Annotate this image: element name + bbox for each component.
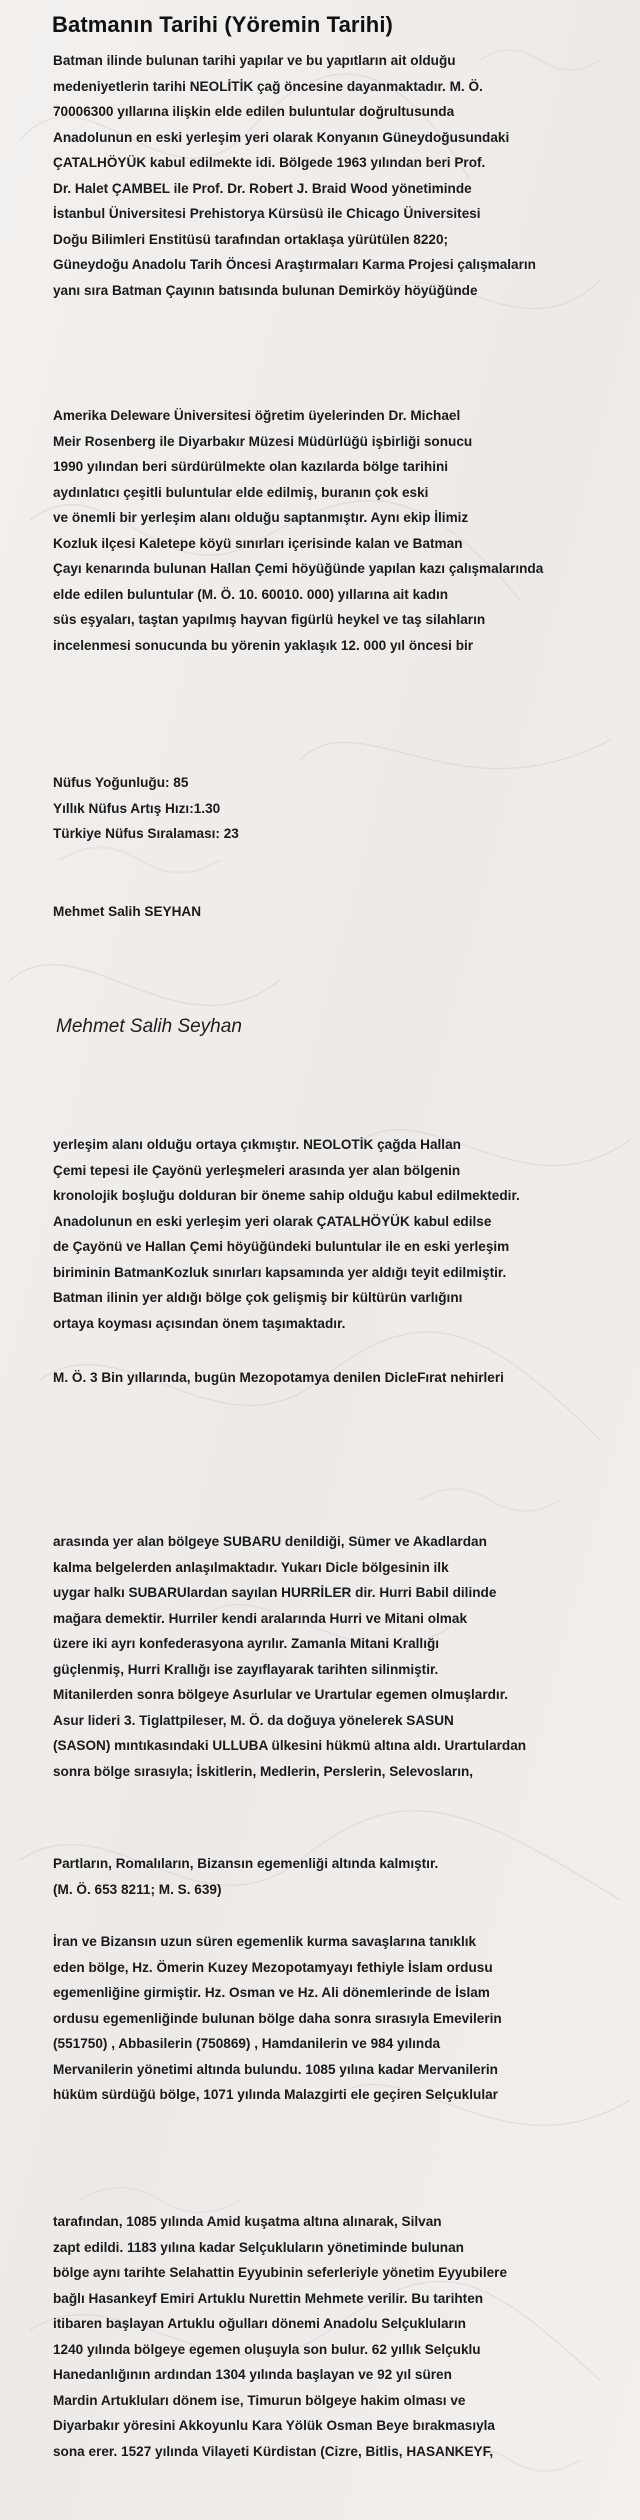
text-line: yanı sıra Batman Çayının batısında bulunan Demirköy höyüğünde xyxy=(53,282,478,298)
text-line: kalma belgelerden anlaşılmaktadır. Yukarı Dicle bölgesinin ilk xyxy=(53,1559,449,1575)
text-line: mağara demektir. Hurriler kendi aralarında Hurri ve Mitani olmak xyxy=(53,1610,468,1626)
text-line: Diyarbakır yöresini Akkoyunlu Kara Yölük Osman Beye bırakmasıyla xyxy=(53,2418,495,2433)
text-line: Anadolunun en eski yerleşim yeri olarak ÇATALHÖYÜK kabul edilse xyxy=(53,1213,492,1229)
text-line: hüküm sürdüğü bölge, 1071 yılında Malazgirti ele geçiren Selçuklular xyxy=(53,2087,498,2102)
text-line: M. Ö. 3 Bin yıllarında, bugün Mezopotamya denilen DicleFırat nehirleri xyxy=(53,1370,504,1385)
population-rank: Türkiye Nüfus Sıralaması: 23 xyxy=(53,826,239,841)
text-line: kronolojik boşluğu dolduran bir öneme sahip olduğu kabul edilmektedir. xyxy=(53,1188,520,1203)
text-line: medeniyetlerin tarihi NEOLİTİK çağ öncesine dayanmaktadır. M. Ö. xyxy=(53,78,483,94)
text-line: uygar halkı SUBARUlardan sayılan HURRİLER dir. Hurri Babil dilinde xyxy=(53,1585,497,1600)
text-line: egemenliğine girmiştir. Hz. Osman ve Hz. Ali dönemlerinde de İslam xyxy=(53,1985,490,2000)
text-line: de Çayönü ve Hallan Çemi höyüğündeki buluntular ile en eski yerleşim xyxy=(53,1239,510,1254)
text-line: ÇATALHÖYÜK kabul edilmekte idi. Bölgede 1963 yılından beri Prof. xyxy=(53,155,486,170)
text-line: elde edilen buluntular (M. Ö. 10. 60010. 000) yıllarına ait kadın xyxy=(53,586,449,602)
text-line: ve önemli bir yerleşim alanı olduğu saptanmıştır. Aynı ekip İlimiz xyxy=(53,510,469,525)
text-line: İstanbul Üniversitesi Prehistorya Kürsüsü ile Chicago Üniversitesi xyxy=(53,206,481,221)
text-line: İran ve Bizansın uzun süren egemenlik kurma savaşlarına tanıklık xyxy=(53,1934,477,1949)
paragraph-mesopotamia xyxy=(53,1365,638,1391)
population-stats xyxy=(53,770,638,847)
text-line: eden bölge, Hz. Ömerin Kuzey Mezopotamyayı fethiyle İslam ordusu xyxy=(53,1959,493,1975)
text-line: Asur lideri 3. Tiglattpileser, M. Ö. da doğuya yönelerek SASUN xyxy=(53,1712,454,1728)
text-line: 1240 yılında bölgeye egemen oluşuyla son bulur. 62 yıllık Selçuklu xyxy=(53,2341,481,2357)
text-line: Güneydoğu Anadolu Tarih Öncesi Araştırmaları Karma Projesi çalışmaların xyxy=(53,257,536,272)
paragraph-neolithic xyxy=(53,1132,638,1336)
author-name xyxy=(53,899,638,925)
text-line: 1990 yılından beri sürdürülmekte olan kazılarda bölge tarihini xyxy=(53,459,449,474)
paragraph-seljuks xyxy=(53,2209,638,2464)
text-line: (SASON) mıntıkasındaki ULLUBA ülkesini hükmü altına aldı. Urartulardan xyxy=(53,1738,527,1753)
signature: Mehmet Salih Seyhan xyxy=(56,1016,242,1037)
text-line: 70006300 yıllarına ilişkin elde edilen buluntular doğrultusunda xyxy=(53,104,455,119)
text-line: biriminin BatmanKozluk sınırları kapsamında yer aldığı teyit edilmiştir. xyxy=(53,1264,507,1280)
text-line: Amerika Deleware Üniversitesi öğretim üyelerinden Dr. Michael xyxy=(53,408,461,423)
author-line: Mehmet Salih SEYHAN xyxy=(53,904,202,919)
text-line: Çayı kenarında bulunan Hallan Çemi höyüğünde yapılan kazı çalışmalarında xyxy=(53,561,544,576)
text-line: Anadolunun en eski yerleşim yeri olarak Konyanın Güneydoğusundaki xyxy=(53,129,510,145)
text-line: Mitanilerden sonra bölgeye Asurlular ve Urartular egemen olmuşlardır. xyxy=(53,1687,509,1702)
text-line: tarafından, 1085 yılında Amid kuşatma altına alınarak, Silvan xyxy=(53,2214,442,2229)
text-line: Batman ilinin yer aldığı bölge çok gelişmiş bir kültürün varlığını xyxy=(53,1290,463,1305)
paragraph-parthians xyxy=(53,1851,638,1902)
text-line: Partların, Romalıların, Bizansın egemenliği altında kalmıştır. xyxy=(53,1856,439,1871)
text-line: aydınlatıcı çeşitli buluntular elde edilmiş, buranın çok eski xyxy=(53,484,429,500)
text-line: incelenmesi sonucunda bu yörenin yaklaşık 12. 000 yıl öncesi bir xyxy=(53,637,474,653)
text-line: sona erer. 1527 yılında Vilayeti Kürdistan (Cizre, Bitlis, HASANKEYF, xyxy=(53,2443,494,2459)
population-density: Nüfus Yoğunluğu: 85 xyxy=(53,775,189,790)
text-line: Mervanilerin yönetimi altında bulundu. 1085 yılına kadar Mervanilerin xyxy=(53,2061,498,2077)
text-line: arasında yer alan bölgeye SUBARU denildiği, Sümer ve Akadlardan xyxy=(53,1534,487,1549)
text-line: yerleşim alanı olduğu ortaya çıkmıştır. NEOLOTİK çağda Hallan xyxy=(53,1137,461,1152)
paragraph-subaru xyxy=(53,1529,638,1784)
text-line: sonra bölge sırasıyla; İskitlerin, Medlerin, Perslerin, Selevosların, xyxy=(53,1763,474,1779)
text-line: üzere iki ayrı konfederasyona ayrılır. Zamanla Mitani Krallığı xyxy=(53,1636,440,1651)
text-line: ortaya koyması açısından önem taşımaktadır. xyxy=(53,1315,346,1331)
text-line: güçlenmiş, Hurri Krallığı ise zayıflayarak tarihten silinmiştir. xyxy=(53,1661,439,1677)
text-line: Mardin Artukluları dönem ise, Timurun bölgeye hakim olması ve xyxy=(53,2392,466,2408)
text-line: (M. Ö. 653 8211; M. S. 639) xyxy=(53,1881,222,1897)
paragraph-excavations xyxy=(53,403,638,658)
text-line: Kozluk ilçesi Kaletepe köyü sınırları içerisinde kalan ve Batman xyxy=(53,535,463,551)
text-line: Dr. Halet ÇAMBEL ile Prof. Dr. Robert J. Braid Wood yönetiminde xyxy=(53,180,472,196)
text-line: bölge aynı tarihte Selahattin Eyyubinin seferleriyle yönetim Eyyubilere xyxy=(53,2265,508,2280)
paragraph-intro xyxy=(53,48,638,303)
page-title: Batmanın Tarihi (Yöremin Tarihi) xyxy=(52,12,393,37)
text-line: Batman ilinde bulunan tarihi yapılar ve bu yapıtların ait olduğu xyxy=(53,53,456,68)
text-line: ordusu egemenliğinde bulunan bölge daha sonra sırasıyla Emevilerin xyxy=(53,2010,502,2026)
text-line: Çemi tepesi ile Çayönü yerleşmeleri arasında yer alan bölgenin xyxy=(53,1162,461,1178)
text-line: Hanedanlığının ardından 1304 yılında başlayan ve 92 yıl süren xyxy=(53,2367,452,2382)
text-line: zapt edildi. 1183 yılına kadar Selçukluların yönetiminde bulunan xyxy=(53,2239,464,2255)
population-growth-rate: Yıllık Nüfus Artış Hızı:1.30 xyxy=(53,800,221,816)
paragraph-islam xyxy=(53,1929,638,2108)
text-line: itibaren başlayan Artuklu oğulları dönemi Anadolu Selçukluların xyxy=(53,2316,466,2331)
text-line: süs eşyaları, taştan yapılmış hayvan figürlü heykel ve taş silahların xyxy=(53,612,486,627)
text-line: bağlı Hasankeyf Emiri Artuklu Nurettin Mehmete verilir. Bu tarihten xyxy=(53,2290,484,2306)
text-line: Doğu Bilimleri Enstitüsü tarafından ortaklaşa yürütülen 8220; xyxy=(53,231,449,247)
text-line: (551750) , Abbasilerin (750869) , Hamdanilerin ve 984 yılında xyxy=(53,2036,441,2051)
text-line: Meir Rosenberg ile Diyarbakır Müzesi Müdürlüğü işbirliği sonucu xyxy=(53,433,473,449)
